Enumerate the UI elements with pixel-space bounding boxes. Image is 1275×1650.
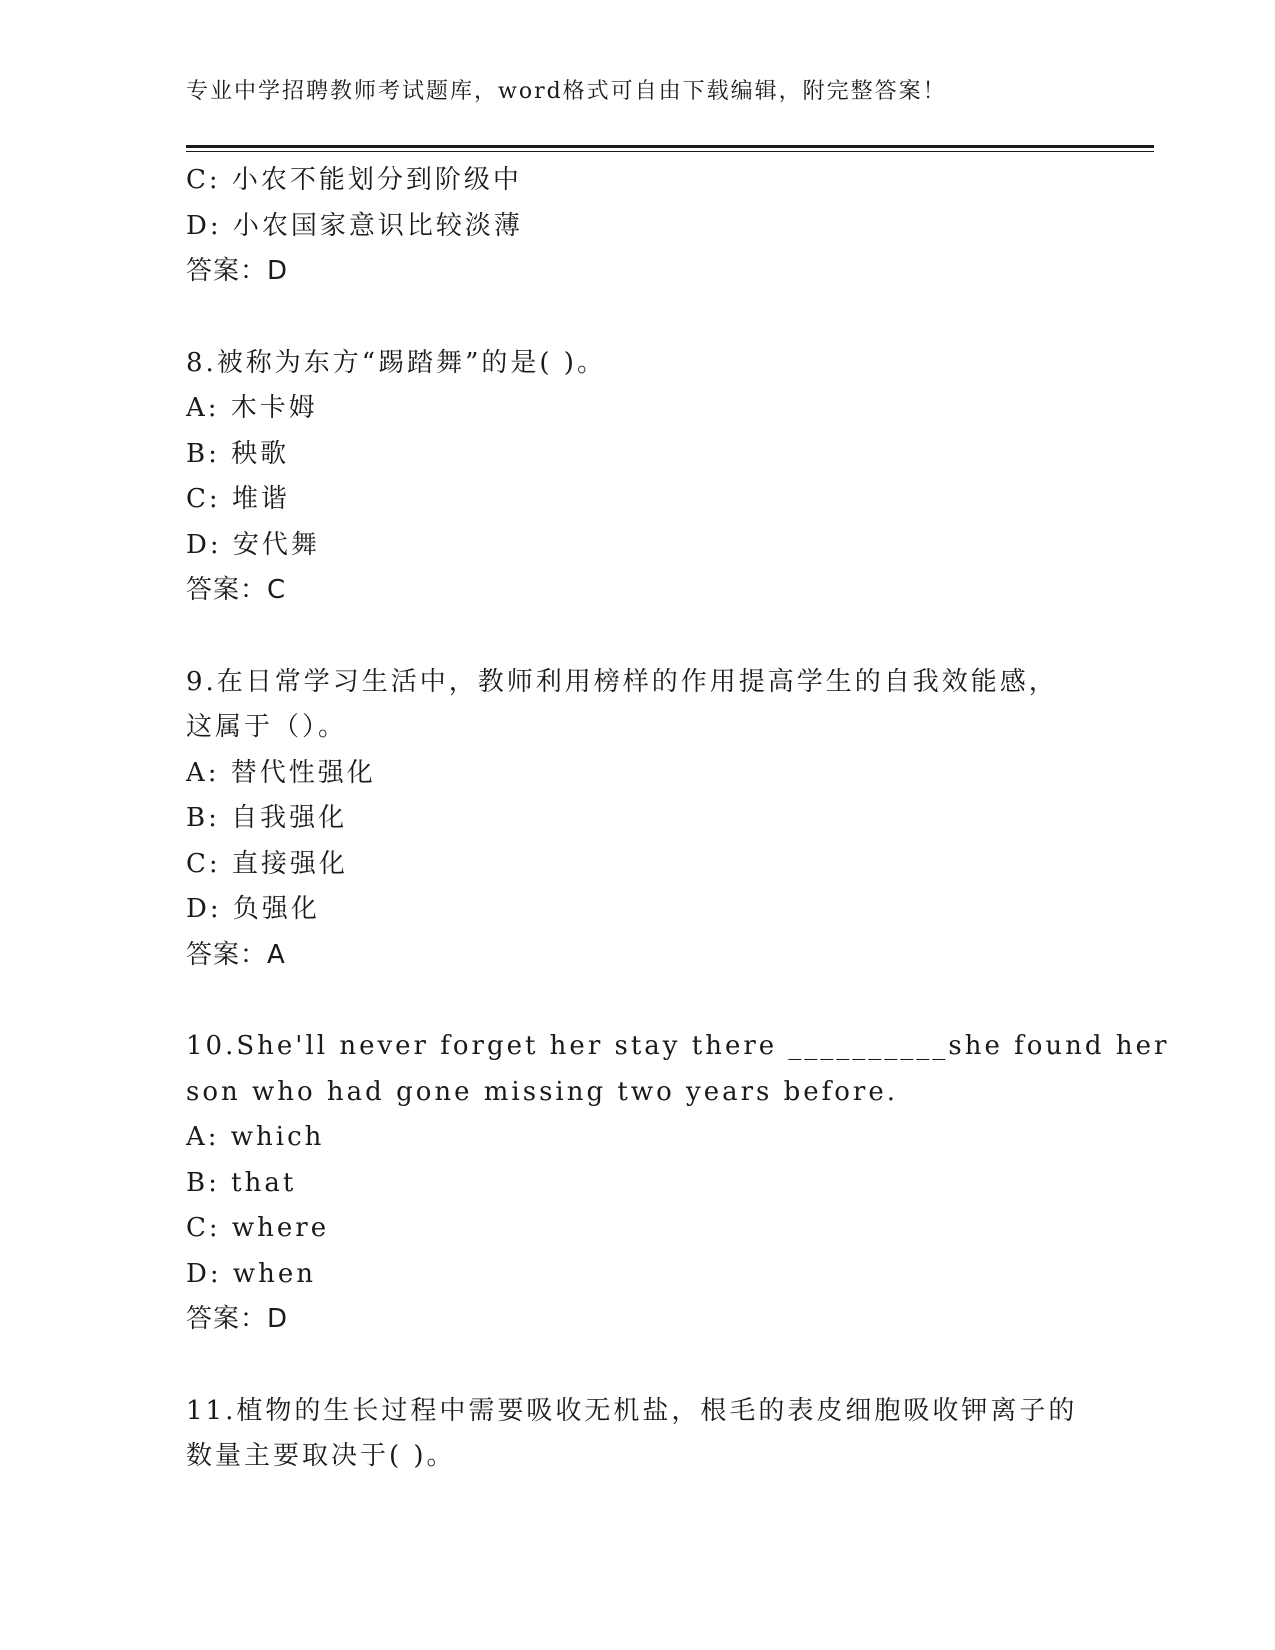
header-rule-thin: [186, 151, 1154, 152]
spacer: [186, 1343, 1106, 1389]
option-a: A: 替代性强化: [186, 757, 376, 788]
spacer: [186, 978, 1106, 1024]
option-c: C: 直接强化: [186, 848, 348, 879]
option-d: D: 负强化: [186, 894, 320, 924]
question-stem: 9.在日常学习生活中，教师利用榜样的作用提高学生的自我效能感，: [186, 666, 1058, 697]
question-stem: 8.被称为东方“踢踏舞”的是( )。: [186, 347, 606, 378]
question-stem: 10.She'll never forget her stay there __________she found her: [186, 1031, 1170, 1061]
question-stem-continued: 数量主要取决于( )。: [186, 1441, 456, 1471]
header-rule-thick: [186, 145, 1154, 148]
answer-line: 答案：D: [186, 1304, 289, 1334]
option-b: B: that: [186, 1167, 297, 1198]
question-stem-continued: 这属于（）。: [186, 712, 348, 742]
option-a: A: 木卡姆: [186, 393, 318, 423]
page-header: 专业中学招聘教师考试题库，word格式可自由下载编辑，附完整答案！: [186, 79, 947, 104]
question-10: [186, 1024, 1170, 1343]
answer-line: 答案：A: [186, 939, 286, 970]
option-c: C: 小农不能划分到阶级中: [186, 165, 522, 195]
option-c: C: where: [186, 1213, 330, 1243]
question-9: [186, 660, 1106, 979]
option-d: D: 小农国家意识比较淡薄: [186, 210, 523, 241]
spacer: [186, 614, 1106, 660]
exam-content: [186, 158, 1170, 1480]
answer-line: 答案：C: [186, 575, 287, 605]
question-8: [186, 341, 1106, 614]
question-stem: 11.植物的生长过程中需要吸收无机盐，根毛的表皮细胞吸收钾离子的: [186, 1395, 1078, 1426]
option-b: B: 秧歌: [186, 438, 290, 469]
question-stem-continued: son who had gone missing two years before.: [186, 1076, 899, 1107]
question-fragment: [186, 158, 1106, 295]
answer-line: 答案：D: [186, 256, 289, 286]
option-d: D: 安代舞: [186, 529, 320, 560]
spacer: [186, 295, 1106, 341]
option-c: C: 堆谐: [186, 484, 290, 514]
question-11: [186, 1389, 1106, 1480]
option-a: A: which: [186, 1122, 325, 1152]
option-d: D: when: [186, 1258, 317, 1289]
option-b: B: 自我强化: [186, 803, 348, 833]
